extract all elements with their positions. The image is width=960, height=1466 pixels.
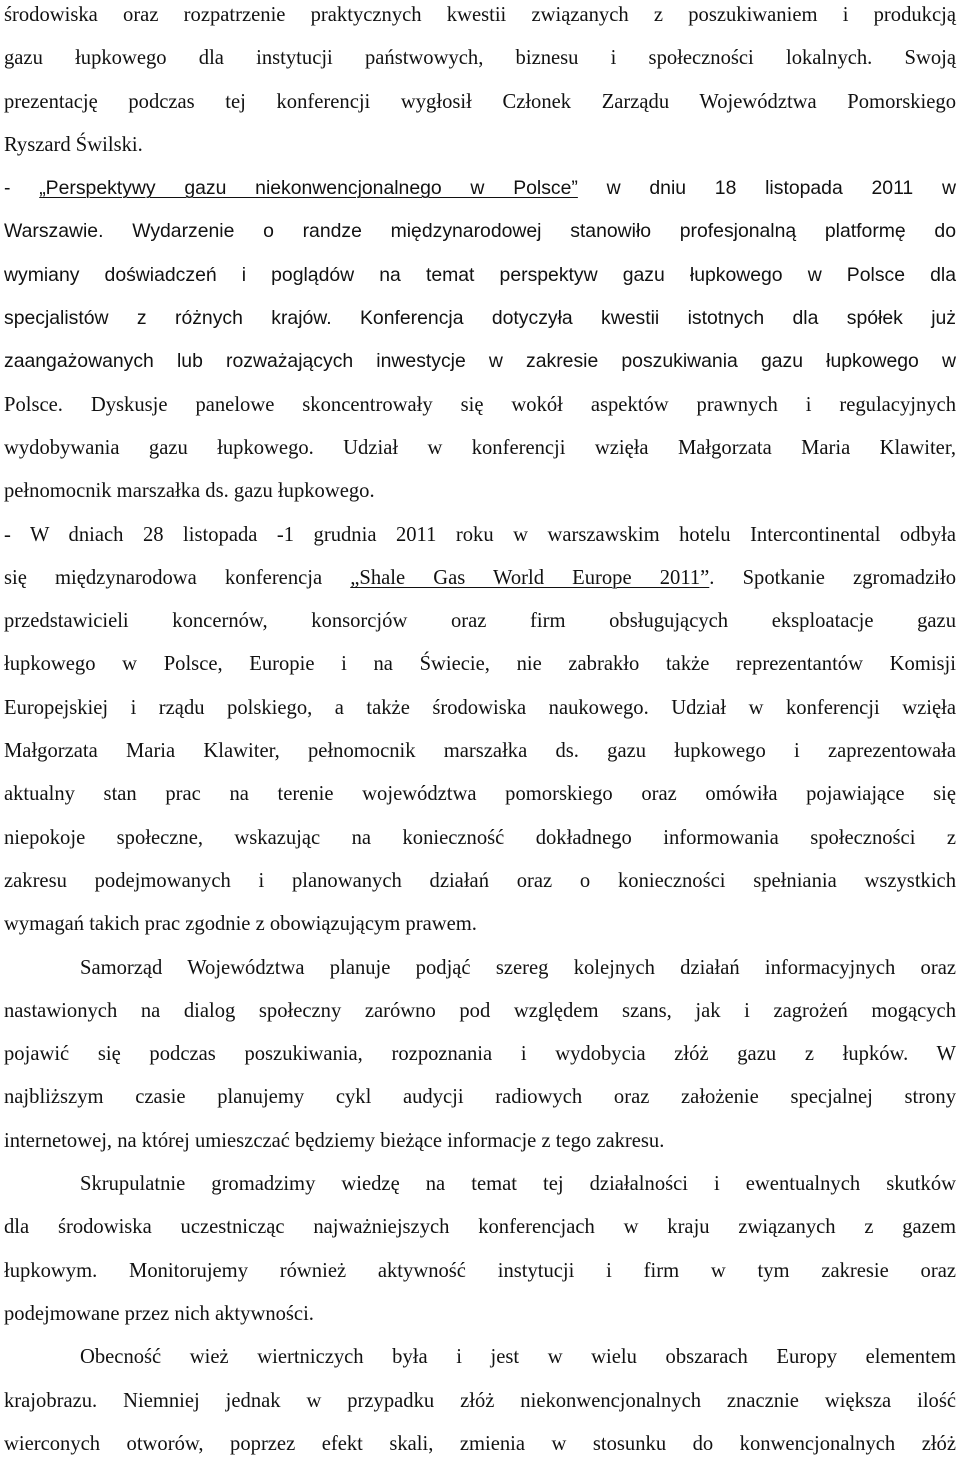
- text-line: [4, 1163, 956, 1206]
- text-line: [4, 1336, 956, 1379]
- text-segment: Samorząd Województwa planuje podjąć szereg kolejnych działań informacyjnych oraz: [80, 956, 956, 979]
- text-line: [4, 817, 956, 860]
- text-segment: Małgorzata Maria Klawiter, pełnomocnik marszałka ds. gazu łupkowego i zaprezentowała: [4, 740, 956, 763]
- text-line: [4, 990, 956, 1033]
- event-title: „Shale Gas World Europe 2011”: [350, 566, 710, 589]
- text-line: [4, 557, 956, 600]
- text-line: [4, 730, 956, 773]
- text-line: [4, 643, 956, 686]
- text-segment: gazu łupkowego dla instytucji państwowych, biznesu i społeczności lokalnych. Swoją: [4, 47, 956, 70]
- text-segment: Obecność wież wiertniczych była i jest w wielu obszarach Europy elementem: [80, 1346, 956, 1369]
- text-segment: Warszawie. Wydarzenie o randze międzynarodowej stanowiło profesjonalną platformę do: [4, 220, 956, 243]
- text-segment: łupkowego w Polsce, Europie i na Świecie, nie zabrakło także reprezentantów Komisji: [4, 653, 956, 676]
- text-line: [4, 1076, 956, 1119]
- text-line: [4, 1250, 956, 1293]
- document-page: [4, 0, 956, 1466]
- text-segment: Polsce. Dyskusje panelowe skoncentrowały się wokół aspektów prawnych i regulacyjnych: [4, 393, 956, 416]
- text-line: [4, 773, 956, 816]
- text-segment: -: [4, 177, 40, 200]
- text-line: [4, 1120, 956, 1163]
- text-segment: wymiany doświadczeń i poglądów na temat perspektyw gazu łupkowego w Polsce dla: [4, 263, 956, 286]
- text-segment: niepokoje społeczne, wskazując na konieczność dokładnego informowania społeczności z: [4, 826, 956, 849]
- text-segment: pełnomocnik marszałka ds. gazu łupkowego.: [4, 480, 375, 503]
- text-segment: pojawić się podczas poszukiwania, rozpoznania i wydobycia złóż gazu z łupków. W: [4, 1043, 956, 1066]
- text-segment: . Spotkanie zgromadziło: [709, 566, 956, 589]
- text-line: [4, 1206, 956, 1249]
- text-segment: specjalistów z różnych krajów. Konferencja dotyczyła kwestii istotnych dla spółek już: [4, 307, 956, 330]
- text-segment: podejmowane przez nich aktywności.: [4, 1302, 314, 1325]
- text-line: [4, 687, 956, 730]
- text-segment: przedstawicieli koncernów, konsorcjów oraz firm obsługujących eksploatacje gazu: [4, 610, 956, 633]
- text-line: [4, 860, 956, 903]
- text-segment: - W dniach 28 listopada -1 grudnia 2011 roku w warszawskim hotelu Intercontinental odbyła: [4, 523, 956, 546]
- text-line: [4, 1033, 956, 1076]
- text-segment: krajobrazu. Niemniej jednak w przypadku złóż niekonwencjonalnych znacznie większa ilość: [4, 1389, 956, 1412]
- text-segment: w dniu 18 listopada 2011 w: [577, 177, 956, 200]
- text-segment: Skrupulatnie gromadzimy wiedzę na temat tej działalności i ewentualnych skutków: [80, 1173, 956, 1196]
- text-segment: zaangażowanych lub rozważających inwestycje w zakresie poszukiwania gazu łupkowego w: [4, 350, 956, 373]
- text-segment: dla środowiska uczestnicząc najważniejszych konferencjach w kraju związanych z gazem: [4, 1216, 956, 1239]
- text-segment: zakresu podejmowanych i planowanych działań oraz o konieczności spełniania wszystkich: [4, 869, 956, 892]
- text-segment: Europejskiej i rządu polskiego, a także środowiska naukowego. Udział w konferencji wzięła: [4, 696, 956, 719]
- text-line: [4, 903, 956, 946]
- text-line: [4, 1293, 956, 1336]
- text-line: [4, 427, 956, 470]
- text-line: [4, 254, 956, 297]
- text-segment: Ryszard Świlski.: [4, 133, 143, 156]
- text-line: [4, 297, 956, 340]
- text-segment: aktualny stan prac na terenie województwa pomorskiego oraz omówiła pojawiające się: [4, 783, 956, 806]
- text-line: [4, 0, 956, 37]
- text-segment: wierconych otworów, poprzez efekt skali, zmienia w stosunku do konwencjonalnych złóż: [4, 1432, 956, 1455]
- text-line: [4, 167, 956, 210]
- text-segment: najbliższym czasie planujemy cykl audycji radiowych oraz założenie specjalnej strony: [4, 1086, 956, 1109]
- event-title: „Perspektywy gazu niekonwencjonalnego w Polsce”: [39, 177, 578, 200]
- text-segment: łupkowym. Monitorujemy również aktywność instytucji i firm w tym zakresie oraz: [4, 1259, 956, 1282]
- text-line: [4, 384, 956, 427]
- text-line: [4, 124, 956, 167]
- text-line: [4, 947, 956, 990]
- text-line: [4, 340, 956, 383]
- text-line: [4, 600, 956, 643]
- text-segment: wydobywania gazu łupkowego. Udział w konferencji wzięła Małgorzata Maria Klawiter,: [4, 436, 956, 459]
- text-segment: nastawionych na dialog społeczny zarówno pod względem szans, jak i zagrożeń mogących: [4, 999, 956, 1022]
- text-line: [4, 81, 956, 124]
- text-line: [4, 37, 956, 80]
- text-segment: się międzynarodowa konferencja: [4, 566, 351, 589]
- text-line: [4, 210, 956, 253]
- text-segment: wymagań takich prac zgodnie z obowiązującym prawem.: [4, 913, 477, 936]
- text-segment: prezentację podczas tej konferencji wygłosił Członek Zarządu Województwa Pomorskiego: [4, 90, 956, 113]
- text-line: [4, 1380, 956, 1423]
- text-line: [4, 514, 956, 557]
- text-segment: internetowej, na której umieszczać będziemy bieżące informacje z tego zakresu.: [4, 1129, 665, 1152]
- text-line: [4, 470, 956, 513]
- text-segment: środowiska oraz rozpatrzenie praktycznych kwestii związanych z poszukiwaniem i produkcją: [4, 4, 956, 26]
